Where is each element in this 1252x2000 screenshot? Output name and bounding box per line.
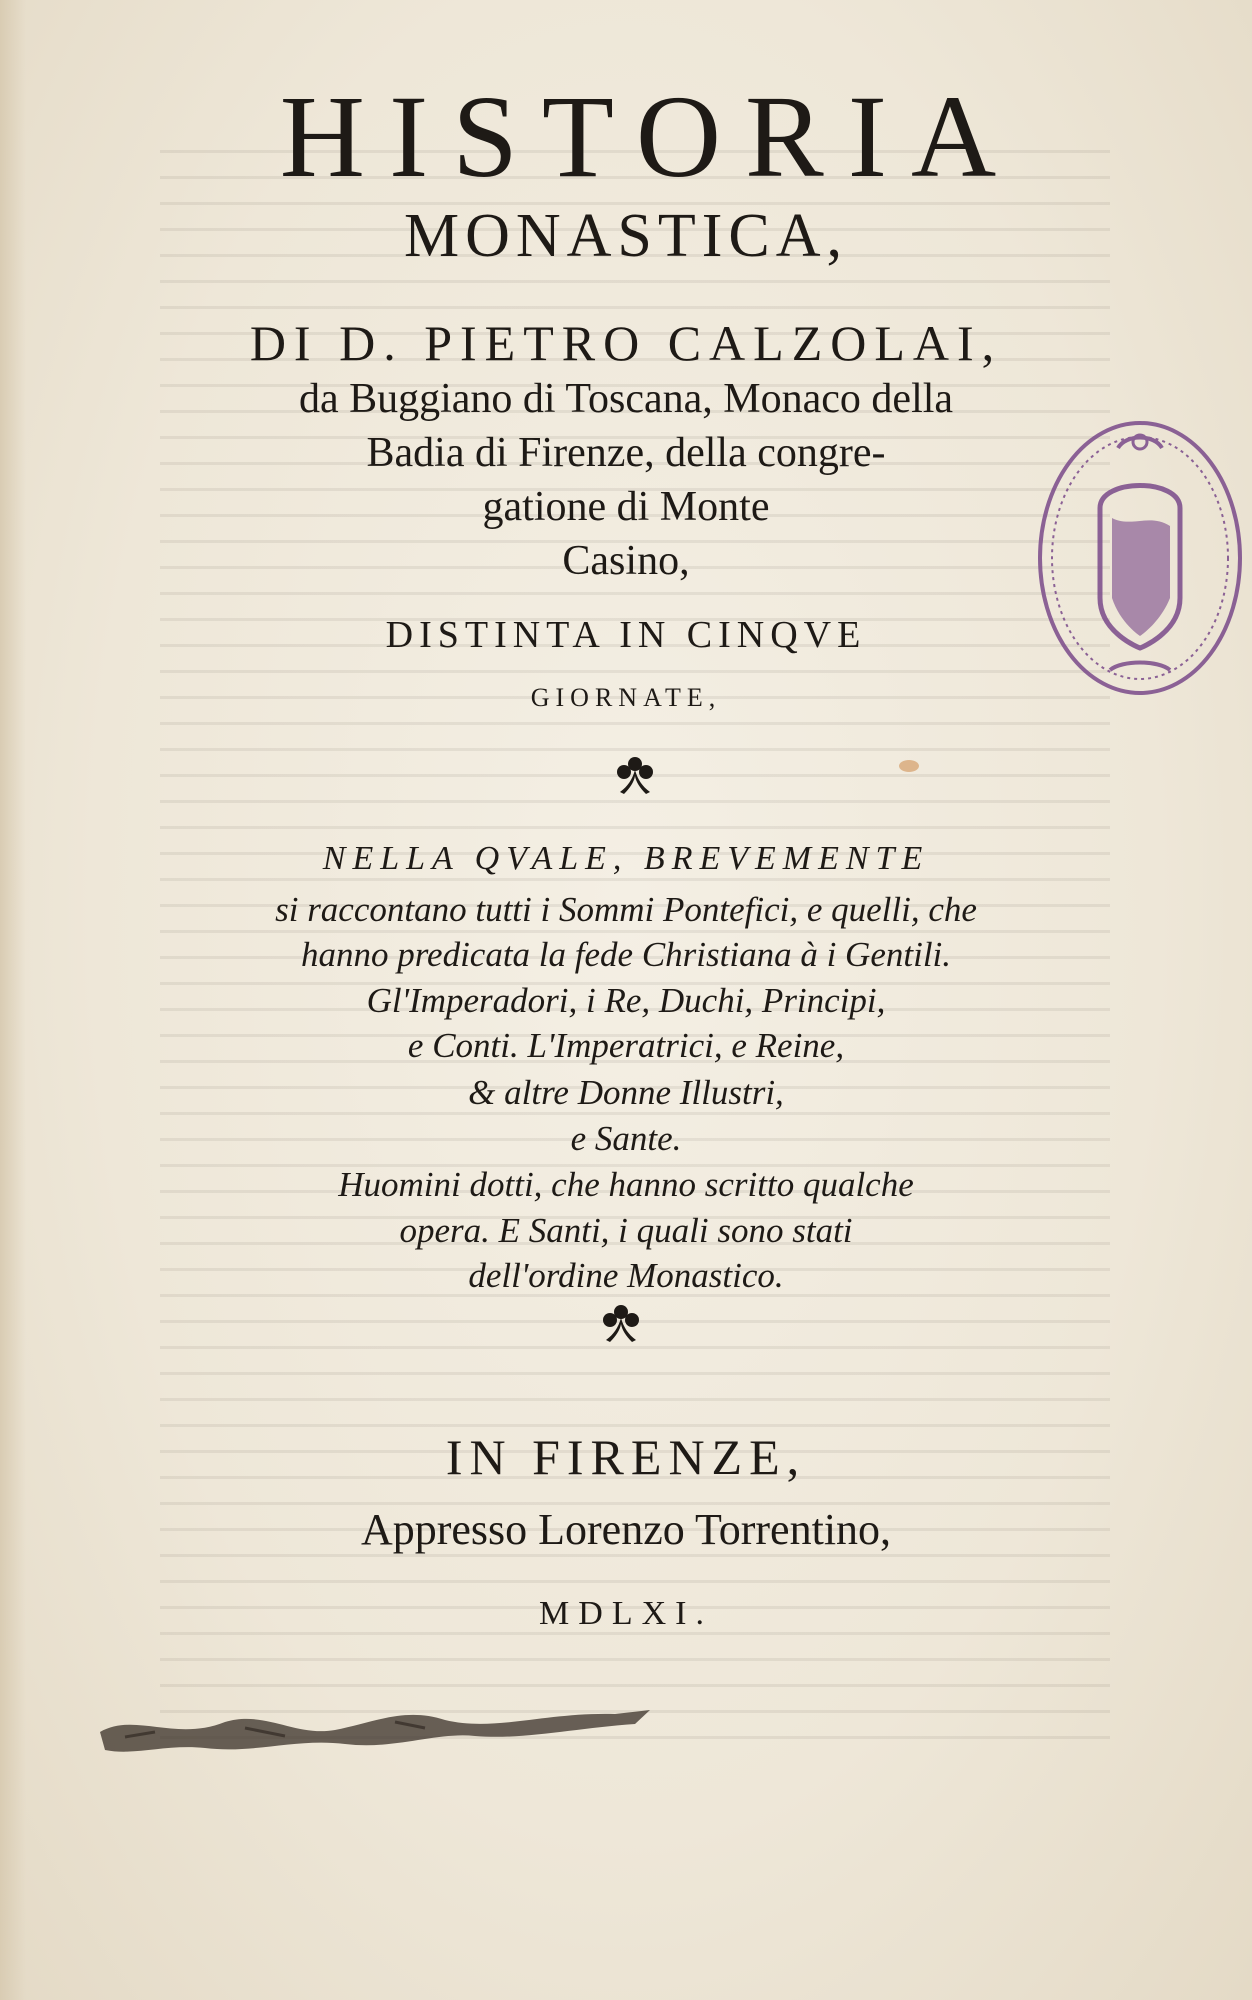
imprint-printer: Appresso Lorenzo Torrentino, [360, 1505, 892, 1554]
description-line-4: Casino, [562, 538, 690, 584]
imprint-year: MDLXI. [539, 1595, 713, 1632]
italic-line-2: hanno predicata la fede Christiana à i Gentili. [300, 935, 952, 974]
nella-qvale-line: NELLA QVALE, BREVEMENTE [322, 840, 930, 877]
book-title: HISTORIA [279, 71, 1021, 202]
italic-line-7: Huomini dotti, che hanno scritto qualche [338, 1165, 914, 1204]
description-line-2: Badia di Firenze, della congre- [366, 430, 886, 476]
book-subtitle: MONASTICA, [403, 202, 849, 270]
library-stamp-icon [1030, 408, 1248, 696]
imprint-city: IN FIRENZE, [445, 1429, 807, 1485]
italic-line-9: dell'ordine Monastico. [468, 1256, 784, 1295]
foxing-spot-icon [898, 758, 920, 774]
distinta-line: DISTINTA IN CINQVE [385, 614, 867, 656]
fleuron-icon [596, 1298, 646, 1344]
italic-line-5: & altre Donne Illustri, [468, 1073, 784, 1112]
italic-line-6: e Sante. [570, 1119, 682, 1158]
italic-line-1: si raccontano tutti i Sommi Pontefici, e quelli, che [275, 890, 977, 929]
giornate-line: GIORNATE, [530, 683, 722, 712]
fleuron-icon [610, 750, 660, 796]
description-line-1: da Buggiano di Toscana, Monaco della [298, 376, 954, 422]
italic-line-8: opera. E Santi, i quali sono stati [399, 1211, 853, 1250]
description-line-3: gatione di Monte [482, 484, 770, 530]
italic-line-4: e Conti. L'Imperatrici, e Reine, [407, 1026, 845, 1065]
author-line: DI D. PIETRO CALZOLAI, [249, 315, 1003, 371]
italic-line-3: Gl'Imperadori, i Re, Duchi, Principi, [366, 981, 886, 1020]
ink-smudge-icon [95, 1692, 655, 1762]
